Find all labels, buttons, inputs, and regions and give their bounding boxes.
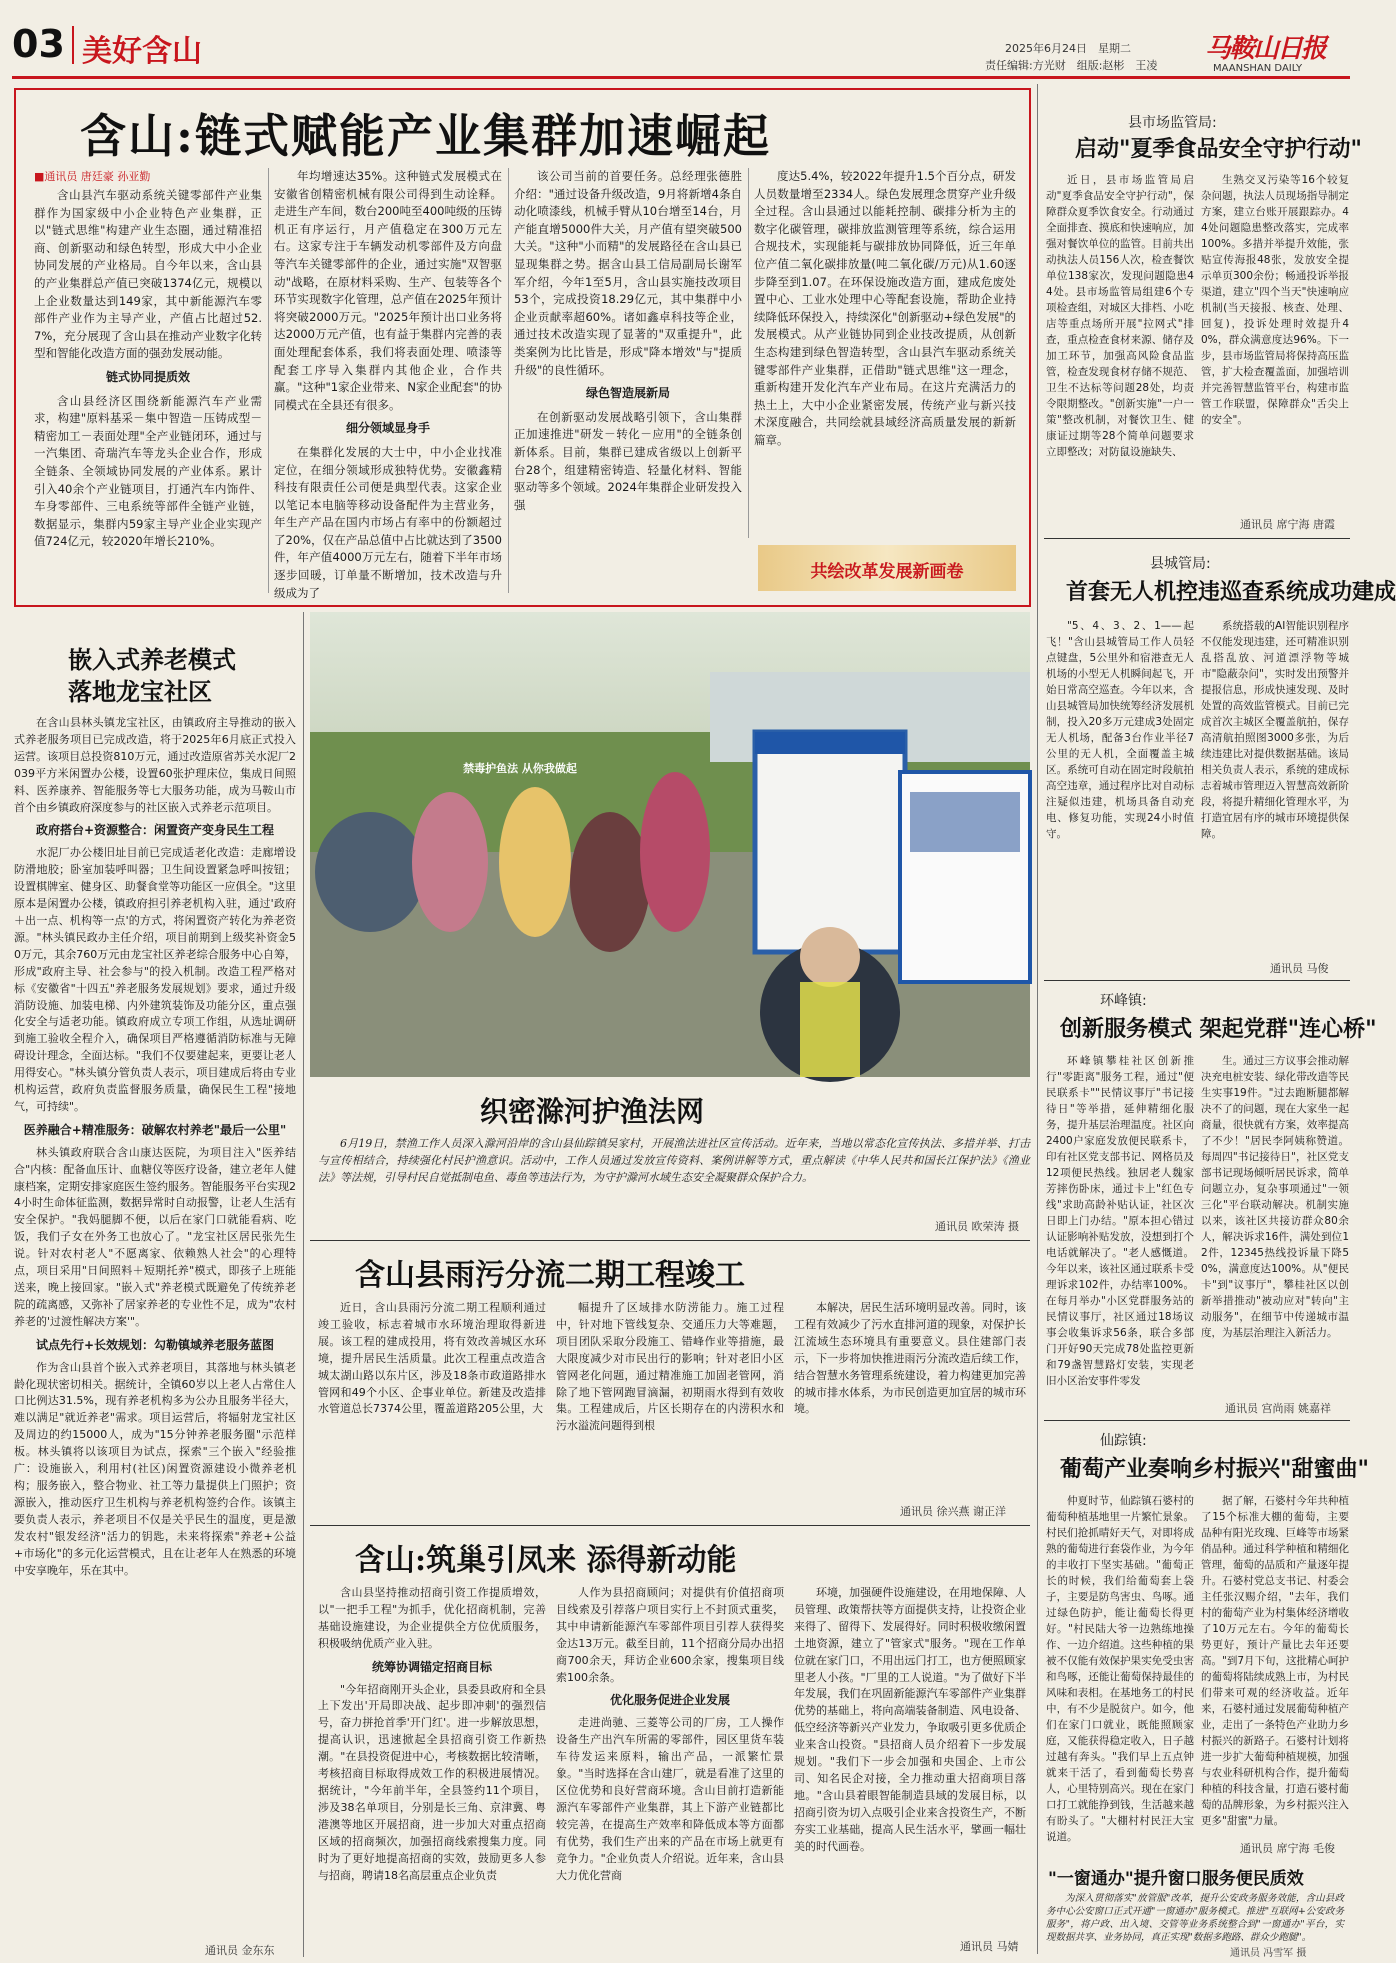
lead-headline: 含山:链式赋能产业集群加速崛起	[80, 109, 771, 163]
mid2-headline: 含山:筑巢引凤来 添得新动能	[355, 1543, 737, 1578]
issue-date: 2025年6月24日 星期二	[1005, 42, 1131, 55]
right4-col-2: 据了解，石婆村今年共种植了15个标准大棚的葡萄，主要品种有阳光玫瑰、巨峰等市场紧俏品种。通过科学种植和精细化管理，葡萄的品质和产量逐年提升。石婆村党总支书记、村委会主任张汉赐介绍，"去年，我们村的葡萄产业为村集体经济增收了10万元左右。今年的葡萄长势更好，预计产量比去年还要高。"到7月下旬，这批精心呵护的葡萄将陆续成熟上市，为村民们带来可观的经济收益。近年来，石婆村通过发展葡萄种植产业，走出了一条特色产业助力乡村振兴的新路子。石婆村计划将进一步扩大葡萄种植规模，加强与农业科研机构合作，提升葡萄种植的科技含量，打造石婆村葡萄的品牌形象，为乡村振兴注入更多"甜蜜"力量。	[1201, 1495, 1350, 1827]
left2-headline-1: 嵌入式养老模式	[68, 645, 236, 674]
photo1-byline: 通讯员 欧荣涛 摄	[935, 1220, 1019, 1233]
mid1-col-1: 近日，含山县雨污分流二期工程顺利通过竣工验收，标志着城市水环境治理取得新进展。该工程的建成投用，将有效改善城区水环境，提升居民生活质量。此次工程重点改造含城太湖山路以东片区，涉及18条市政道路排水管网和49个小区、企事业单位。新建及改造排水管道总长7374公里，覆盖道路205公里，大	[318, 1301, 546, 1416]
right1-headline: 启动"夏季食品安全守护行动"	[1075, 136, 1362, 162]
mid2-byline: 通讯员 马婧	[960, 1940, 1019, 1953]
right3-byline: 通讯员 宫尚雨 姚嘉祥	[1225, 1402, 1331, 1415]
mid2-subhead-1: 统筹协调锚定招商目标	[371, 1659, 492, 1674]
page-number: 03	[12, 22, 65, 66]
right4-headline: 葡萄产业奏响乡村振兴"甜蜜曲"	[1060, 1456, 1369, 1482]
right3-kicker: 环峰镇:	[1100, 993, 1147, 1009]
right4-kicker: 仙踪镇:	[1100, 1433, 1147, 1449]
left2-byline: 通讯员 金东东	[205, 1944, 275, 1957]
lead-byline: ■通讯员 唐廷豪 孙亚勤	[34, 170, 151, 183]
right3-col-1: 环峰镇攀桂社区创新推行"零距离"服务工程，通过"便民联系卡""民情议事厅"书记接待日"等举措，延伸精细化服务，提升基层治理温度。社区向2400户家庭发放便民联系卡，印有社区党支部书记、网格员及12项便民热线。独居老人魏家芳摔伤卧床，通过卡上"红色专线"求助高龄补贴认证，社区次日即上门办结。"原本担心错过认证影响补贴发放，没想到打个电话就解决了。"老人感慨道。今年以来，该社区通过联系卡受理诉求102件，办结率100%。在每月举办"小区党群服务站的民情议事厅，社区通过18场议事会收集诉求56条，联合多部门开好90天完成78处监控更新和79盏智慧路灯安装，实现老旧小区治安事件零发	[1046, 1055, 1194, 1387]
masthead-divider	[72, 26, 74, 64]
paper-en-name: MAANSHAN DAILY	[1213, 63, 1303, 74]
left2-body: 在含山县林头镇龙宝社区，由镇政府主导推动的嵌入式养老服务项目已完成改造，将于2025年6月底正式投入运营。该项目总投资810万元，通过改造原省苏关水泥厂2039平方米闲置办公楼，设置60张护理床位，集成日间照料、医养康养、智能服务等七大服务功能，成为马鞍山市首个由乡镇政府深度参与的社区嵌入式养老示范项目。 政府搭台+资源整合：闲置资产变身民生工程 水泥厂办公楼旧址目前已完成适老化改造：走廊增设防滑地胶；卧室加装呼叫器；卫生间设置紧急呼叫按钮；设置棋牌室、健身区、助餐食堂等功能区一应俱全。"这里原本是闲置办公楼，镇政府担引养老机构入驻，通过'政府＋出一点、机构等一点'的方式，将闲置资产转化为养老资源。"林头镇民政办主任介绍，项目前期到上级奖补资金50万元，其余760万元由龙宝社区养老综合服务中心自筹，形成"政府主导、社会参与"的投入机制。改造工程严格对标《安徽省"十四五"养老服务发展规划》要求，通过升级消防设施、加装电梯、内外建筑装饰及功能分区，重点强化安全与适老功能。镇政府成立专项工作组，从选址调研到施工验收全程介入，确保项目严格遵循消防标准与无障碍设计理念，全面达标。"我们不仅要建起来，更要让老人用得安心。"林头镇分管负责人表示，项目建成后将由专业机构运营，政府负责监督服务质量，确保民生工程"接地气，可持续"。 医养融合+精准服务：破解农村养老"最后一公里" 林头镇政府联合含山康达医院，为项目注入"医养结合"内核：配备血压计、血糖仪等医疗设备，建立老年人健康档案，定期安排家庭医生签约服务。智能服务平台实现24小时生命体征监测，数据异常时自动报警，让老人生活有安全保护。"我妈腿脚不便，以后在家门口就能看病、吃饭，我们子女在外务工也放心了。"龙宝社区居民张先生说。针对农村老人"不愿离家、依赖熟人社会"的心理特点，项目采用"日间照料＋短期托养"模式，即孩子上班能送来，晚上接回家。"嵌入式"养老模式既避免了传统养老院的疏离感，又弥补了居家养老的专业性不足，成为"农村养老的'过渡性解决方案'"。 试点先行+长效规划：勾勒镇域养老服务蓝图 作为含山县首个嵌入式养老项目，其落地与林头镇老龄化现状密切相关。据统计，全镇60岁以上老人占常住人口比例达31.5%，现有养老机构多为公办且服务半径大，难以满足"就近养老"需求。项目运营后，将辐射龙宝社区及周边的约15000人，成为"15分钟养老服务圈"示范样板。林头镇将以该项目为试点，探索"三个嵌入"经验推广：设施嵌入，利用村(社区)闲置资源建设小微养老机构；服务嵌入，整合物业、社工等力量提供上门照护；资源嵌入，推动医疗卫生机构与养老机构签约合作。该镇主要负责人表示，养老项目不仅是关乎民生的温度，更是激发农村"银发经济"活力的钥匙，未来将探索"养老+公益+市场化"的多元化运营模式，且在让老年人在熟悉的环境中安享晚年，乐在其中。	[14, 716, 296, 1577]
right2-byline: 通讯员 马俊	[1270, 962, 1329, 975]
paper-logo: 马鞍山日报	[1205, 34, 1326, 64]
right2-kicker: 县城管局:	[1150, 556, 1211, 572]
right5-headline: "一窗通办"提升窗口服务便民质效	[1048, 1869, 1304, 1889]
right4-byline: 通讯员 席宁海 毛俊	[1240, 1842, 1335, 1855]
right1-col-1: 近日，县市场监管局启动"夏季食品安全守护行动"，保障群众夏季饮食安全。行动通过全面排查、摸底和快速响应，加强对餐饮单位的监管。目前共出动执法人员156人次，检查餐饮单位138家次，发现问题隐患44处。县市场监管局组建6个专项检查组，对城区大排档、小吃店等重点场所开展"拉网式"排查，重点检查食材来源、储存及加工环节，加强高风险食品监管，检查发现食材存储不规范、卫生不达标等问题28处，均责令限期整改。"创新实施"一户一策"整改机制，对餐饮卫生、健康证过期等28个简单问题要求立即整改；对防鼠设施缺失、	[1046, 174, 1194, 458]
right5-byline: 通讯员 冯雪军 摄	[1230, 1948, 1307, 1959]
lead-col-4: 度达5.4%，较2022年提升1.5个百分点，研发人员数量增至2334人。绿色发展理念贯穿产业升级全过程。含山县通过以能耗控制、碳排分析为主的数字化碳管理，碳排放监测管理等系统，综合运用合规技术，实现能耗与碳排放协同降低，近三年单位产值二氧化碳排放量(吨二氧化碳/万元)从1.60逐步降至到1.07。在环保设施改造方面，建成危废处置中心、工业水处理中心等配套设施，帮助企业持续降低环保投入，持续深化"创新驱动+绿色发展"的发展模式。从产业链协同到企业技改提质，从创新生态构建到绿色智造转型，含山县汽车驱动系统关键零部件产业集群，正借助"链式思维"这一理念，重新构建开发化汽车产业布局。在这片充满活力的热土上，大中小企业紧密发展，传统产业与新兴技术深度融合，共同绘就县域经济高质量发展的新新篇章。	[754, 169, 1016, 447]
mid1-byline: 通讯员 徐兴燕 谢正洋	[900, 1505, 1006, 1518]
mid2-col-3: 环境，加强硬件设施建设，在用地保障、人员管理、政策帮扶等方面提供支持，让投资企业来得了、留得下、发展得好。同时积极收缴闲置土地资源，建立了"管家式"服务。"现在工作单位就在家门口，不用出远门打工，也方便照顾家里老人小孩。"厂里的工人说道。"为了做好下半年发展，我们在巩固新能源汽车零部件产业集群优势的基础上，将向高端装备制造、风电设备、低空经济等新兴产业发力，争取吸引更多优质企业来含山投资。"县招商人员介绍着下一步发展规划。"我们下一步会加强和央国企、上市公司、知名民企对接，全力推动重大招商项目落地。"含山县着眼智能制造县域的发展目标，以招商引资为切入点吸引企业来含投资生产，不断夯实工业基础，提高人民生活水平，擘画一幅壮美的时代画卷。	[794, 1586, 1026, 1853]
mid1-headline: 含山县雨污分流二期工程竣工	[355, 1258, 745, 1293]
left2-subhead-1: 政府搭台+资源整合：闲置资产变身民生工程	[35, 823, 275, 838]
reform-banner	[758, 545, 1016, 591]
right5-caption: 为深入贯彻落实"放管服"改革，提升公安政务服务效能，含山县政务中心公安窗口正式开通"一窗通办"服务模式。推进"互联网+公安政务服务"，将户政、出入境、交管等业务系统整合到"一窗通办"平台，实现数据共享、业务协同，真正实现"数据多跑路、群众少跑腿"。	[1046, 1893, 1344, 1943]
right2-col-1: "5、4、3、2、1——起飞！"含山县城管局工作人员轻点键盘，5公里外和宿港查无人机场的小型无人机瞬间起飞，开始日常高空巡查。今年以来，含山县城管局加快统筹经济发展机制，投入20多万元建成3处固定无人机场，配备3台作业半径7公里的无人机，全面覆盖主城区。系统可自动在固定时段航拍高空违章，通过程序比对自动标注疑似违建，机场具备自动充电、修复功能，实现24小时值守。	[1046, 620, 1194, 840]
left2-headline-2: 落地龙宝社区	[68, 677, 212, 706]
editors-line: 责任编辑:方光财 组版:赵彬 王凌	[985, 59, 1158, 72]
right1-byline: 通讯员 席宁海 唐霞	[1240, 518, 1335, 531]
right2-headline: 首套无人机控违巡查系统成功建成	[1066, 579, 1396, 605]
mid2-subhead-2: 优化服务促进企业发展	[609, 1693, 730, 1708]
right2-col-2: 系统搭载的AI智能识别程序不仅能发现违建，还可精准识别乱搭乱放、河道漂浮物等城市"隐蔽杂问"，实时发出预警并提报信息，形成快速发现、及时处置的高效监管模式。目前已完成首次主城区全覆盖航拍，保存高清航拍照图3000多张，为后续违建比对提供数据基础。该局相关负责人表示，系统的建成标志着城市管理迈入智慧高效新阶段，将提升精细化管理水平，为打造宜居有序的城市环境提供保障。	[1201, 620, 1349, 840]
lead-subhead-1: 链式协同提质效	[105, 369, 190, 384]
left2-subhead-3: 试点先行+长效规划：勾勒镇域养老服务蓝图	[35, 1337, 275, 1352]
lead-col-3: 该公司当前的首要任务。总经理张德胜介绍："通过设备升级改造，9月将新增4条自动化喷漆线，机械手臂从10台增至14台，月产能直增5000件大关，月产值有望突破500大关。"这种"小而精"的发展路径在含山县已显现集群之势。据含山县工信局副局长谢军军介绍，今年1至5月，含山县实施技改项目53个，完成投资18.29亿元，其中集群中小企业贡献率超60%。诸如鑫卓科技等企业，通过技术改造实现了显著的"双重提升"，此类案例为比比皆是，形成"降本增效"与"提质升级"的良性循环。 绿色智造展新局 在创新驱动发展战略引领下，含山集群正加速推进"研发－转化－应用"的全链条创新体系。目前，集群已建成省级以上创新平台28个，组建精密铸造、轻量化材料、智能驱动等多个领域。2024年集群企业研发投入强	[514, 169, 742, 512]
fishery-photo-illustration	[310, 612, 1030, 1077]
lead-col-2: 年均增速达35%。这种链式发展模式在安徽省创精密机械有限公司得到生动诠释。走进生产车间，数台200吨至400吨级的压铸机正有序运行，月产值稳定在300万元左右。这家专注于车辆发动机零部件及方向盘等汽车关键零部件的企业，通过实施"双智驱动"战略，在原材料采购、生产、包装等各个环节实现数字化管理，总产值在2025年预计将突破2000万元。"2025年预计出口业务将达2000万元产值，也有益于集群内完善的表面处理配套体系，我们将表面处理、喷漆等配套工序导入集群内其他企业，合作共赢。"这种"1家企业带来、N家企业配套"的协同模式在全县还有很多。 细分领域显身手 在集群化发展的大士中，中小企业找准定位，在细分领域形成独特优势。安徽鑫精科技有限责任公司便是典型代表。这家企业以笔记本电脑等移动设备配件为主营业务，年生产产品在国内市场占有率中的份额超过了20%，仅在产品总值中占比就达到了3500件，年产值4000万元左右，随着下半年市场逐步回暖，订单量不断增加，技术改造与升级成为了	[274, 169, 502, 600]
lead-subhead-2: 细分领域显身手	[345, 421, 430, 436]
mid1-col-3: 本解决，居民生活环境明显改善。同时，该工程有效减少了污水直排河道的现象，对保护长江流域生态环境具有重要意义。县住建部门表示，下一步将加快推进雨污分流改造后续工作，结合智慧水务管理系统建设，着力构建更加完善的城市排水体系，为市民创造更加宜居的城市环境。	[794, 1301, 1026, 1416]
photo1-headline: 织密滁河护渔法网	[480, 1095, 705, 1128]
fishery-photo	[310, 612, 1030, 1077]
mid2-col-1: 含山县坚持推动招商引资工作提质增效，以"一把手工程"为抓手，优化招商机制，完善基础设施建设，为企业提供全方位优质服务，积极吸纳优质产业入驻。 统筹协调锚定招商目标 "今年招商刚开头企业，县委县政府和全县上下发出'开局即决战、起步即冲刺'的强烈信号，奋力拼抢首季'开门红'。进一步解放思想，提高认识，迅速掀起全县招商引资工作新热潮。"在县投资促进中心，考核数据比较清晰，考核招商目标取得成效工作的积极进展情况。据统计，"今年前半年，全县签约11个项目，涉及38名单项目，分别是长三角、京津冀、粤港澳等地区开展招商，进一步加大对重点招商区域的招商频次，加强招商线索搜集力度。同时为了更好地提高招商的实效，鼓励更多人参与招商，聘请18名高层重点企业负责	[318, 1586, 546, 1882]
reform-banner-text: 共绘改革发展新画卷	[810, 562, 964, 582]
section-name: 美好含山	[82, 34, 202, 69]
fishery-photo-sign-text: 禁毒护鱼法 从你我做起	[463, 762, 577, 775]
lead-col-1: 含山县汽车驱动系统关键零部件产业集群作为国家级中小企业特色产业集群，正以"链式思维"构建产业生态圈，通过精准招商、创新驱动和绿色转型，形成大中小企业协同发展的产业格局。自今年以来，含山县的产业集群总产值已突破1374亿元，规模以上企业数量达到149家，其中新能源汽车零部件产业作为主导产业，产值占比超过52.7%，充分展现了含山县在推动产业数字化转型和智能化改造方面的强劲发展动能。 链式协同提质效 含山县经济区围绕新能源汽车产业需求，构建"原料基采－集中智造－压铸成型－精密加工－表面处理"全产业链闭环，通过与一汽集团、奇瑞汽车等龙头企业合作，形成全链条、全领域协同发展的产业体系。累计引入40余个产业链项目，打通汽车内饰件、车身零部件、三电系统等部件全链产业链，数据显示，集群内59家主导产业企业实现产值724亿元，较2020年增长210%。	[34, 188, 262, 549]
left2-subhead-2: 医养融合+精准服务：破解农村养老"最后一公里"	[23, 1122, 287, 1137]
right1-kicker: 县市场监管局:	[1128, 115, 1217, 131]
right3-col-2: 生。通过三方议事会推动解决充电桩安装、绿化带改造等民生实事19件。"过去跑断腿都解决不了的问题，现在大家坐一起商量，很快就有方案，效率提高了不少！"居民李阿姨称赞道。每周四"书记接待日"，社区党支部书记现场倾听居民诉求，简单问题立办，复杂事项通过"一领三化"平台联动解决。机制实施以来，该社区共接访群众80余人，解决诉求16件，满处到位12件，12345热线投诉量下降50%，满意度达100%。从"便民卡"到"议事厅"，攀桂社区以创新举措推动"被动应对"转向"主动服务"，在细节中传递城市温度，为基层治理注入新活力。	[1201, 1055, 1349, 1339]
lead-subhead-3: 绿色智造展新局	[585, 386, 670, 401]
right4-col-1: 仲夏时节，仙踪镇石婆村的葡萄种植基地里一片繁忙景象。村民们抢抓晴好天气，对即将成熟的葡萄进行套袋作业，为今年的丰收打下坚实基础。"葡萄正长的时候，我们给葡萄套上袋子，主要是防鸟害虫、鸟啄。通过绿色防护，能让葡萄长得更好。"村民陆大爷一边熟练地操作、一边介绍道。这些种植的果被不仅能有效保护果实免受虫害和鸟啄，还能让葡萄保持最佳的风味和表相。在基地务工的村民中，有不少是脱贫户。如今，他们在家门口就业，既能照顾家庭，又能获得稳定收入，日子越过越有奔头。"我们早上五点钟就来干活了，看到葡萄长势喜人，心里特别高兴。现在在家门口打工就能挣到钱，生活越来越有盼头了。"大棚村村民汪大宝说道。	[1046, 1495, 1194, 1843]
right3-headline: 创新服务模式 架起党群"连心桥"	[1060, 1016, 1377, 1042]
mid2-col-2: 人作为县招商顾问；对提供有价值招商项目线索及引荐落户项目实行上不封顶式重奖，其中申请新能源汽车零部件项目引荐人获得奖金达13万元。截至目前，11个招商分局办出招商700余天，拜访企业600余家，搜集项目线索100余条。 优化服务促进企业发展 走进尚驰、三菱等公司的厂房，工人操作设备生产出汽车所需的零部件，园区里货车装车待发运来原料，输出产品，一派繁忙景象。"当时选择在含山建厂，就是看准了这里的区位优势和良好营商环境。含山目前打造新能源汽车零部件产业集群，其上下游产业链都比较完善，在提高生产效率和降低成本等方面都有优势，我们生产出来的产品在市场上就更有竞争力。"企业负责人介绍说。近年来，含山县大力优化营商	[556, 1586, 784, 1882]
right5-panel	[1040, 1860, 1350, 1960]
masthead-rule	[12, 76, 1350, 79]
right1-col-2: 生熟交叉污染等16个较复杂问题，执法人员现场指导制定方案，建立台账开展跟踪办。44处问题隐患整改落实，完成率100%。多措并举提升效能，张贴宣传海报48张，发放安全提示单页300余份；畅通投诉举报渠道，建立"四个当天"快速响应机制(当天接报、核查、处理、回复)，投诉处理时效提升40%，群众满意度达96%。下一步，县市场监管局将保持高压监管，扩大检查覆盖面，加强培训并完善智慧监管平台，构建市监管工作联盟，保障群众"舌尖上的安全"。	[1201, 174, 1349, 426]
mid1-col-2: 幅提升了区域排水防涝能力。施工过程中，针对地下管线复杂、交通压力大等难题，项目团队采取分段施工、错峰作业等措施，最大限度减少对市民出行的影响；针对老旧小区管网老化问题，通过精准施工加固老管网，消除了地下管网跑冒滴漏，初期雨水得到有效收集。工程建成后，片区长期存在的内涝积水和污水溢流问题得到根	[556, 1301, 784, 1433]
photo1-caption: 6月19日，禁渔工作人员深入滁河沿岸的含山县仙踪镇吴家村，开展渔法进社区宣传活动。近年来，当地以常态化宣传执法、多措并举、打击与宣传相结合，持续强化村民护渔意识。活动中，工作人员通过发放宣传资料、案例讲解等方式，重点解读《中华人民共和国长江保护法》《渔业法》等法规，引导村民自觉抵制电鱼、毒鱼等违法行为，为守护滁河水域生态安全凝聚群众保护合力。	[318, 1137, 1030, 1184]
